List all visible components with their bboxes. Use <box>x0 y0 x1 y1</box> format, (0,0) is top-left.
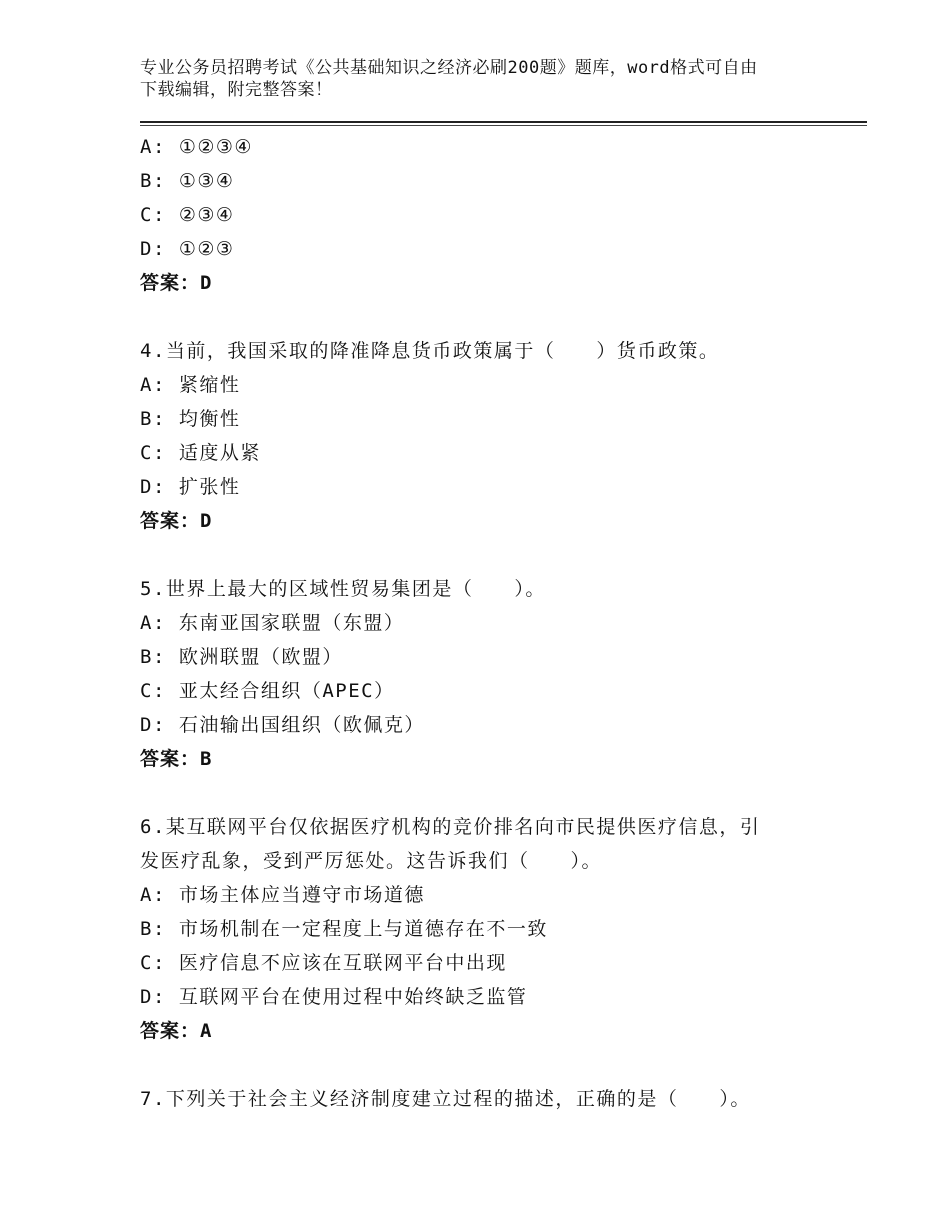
question-text: 4.当前，我国采取的降准降息货币政策属于（ ）货币政策。 <box>140 340 720 362</box>
option-b: B: 欧洲联盟（欧盟） <box>140 646 343 668</box>
option-c: C: 医疗信息不应该在互联网平台中出现 <box>140 952 507 974</box>
option-b: B: 均衡性 <box>140 408 241 430</box>
answer: 答案：D <box>140 272 213 294</box>
option-a: A: 市场主体应当遵守市场道德 <box>140 884 425 906</box>
question-text-line-1: 6.某互联网平台仅依据医疗机构的竞价排名向市民提供医疗信息，引 <box>140 816 761 838</box>
question-text: 5.世界上最大的区域性贸易集团是（ ）。 <box>140 578 546 600</box>
option-d: D: 扩张性 <box>140 476 241 498</box>
header-divider-thin <box>140 125 867 126</box>
question-text-line-2: 发医疗乱象，受到严厉惩处。这告诉我们（ ）。 <box>140 850 603 872</box>
answer: 答案：A <box>140 1020 213 1042</box>
option-c: C: ②③④ <box>140 204 235 226</box>
header-divider-thick <box>140 121 867 123</box>
option-c: C: 适度从紧 <box>140 442 261 464</box>
page-header <box>140 57 820 101</box>
option-b: B: 市场机制在一定程度上与道德存在不一致 <box>140 918 548 940</box>
option-b: B: ①③④ <box>140 170 235 192</box>
option-a: A: 紧缩性 <box>140 374 241 396</box>
answer: 答案：D <box>140 510 213 532</box>
question-text: 7.下列关于社会主义经济制度建立过程的描述，正确的是（ ）。 <box>140 1088 751 1110</box>
option-d: D: 石油输出国组织（欧佩克） <box>140 714 425 736</box>
header-line-2: 下载编辑，附完整答案！ <box>140 80 333 100</box>
question-list <box>140 130 860 1116</box>
option-a: A: ①②③④ <box>140 136 253 158</box>
option-d: D: ①②③ <box>140 238 235 260</box>
answer: 答案：B <box>140 748 213 770</box>
option-c: C: 亚太经合组织（APEC） <box>140 680 395 702</box>
option-d: D: 互联网平台在使用过程中始终缺乏监管 <box>140 986 528 1008</box>
header-line-1: 专业公务员招聘考试《公共基础知识之经济必刷200题》题库，word格式可自由 <box>140 58 758 78</box>
option-a: A: 东南亚国家联盟（东盟） <box>140 612 405 634</box>
